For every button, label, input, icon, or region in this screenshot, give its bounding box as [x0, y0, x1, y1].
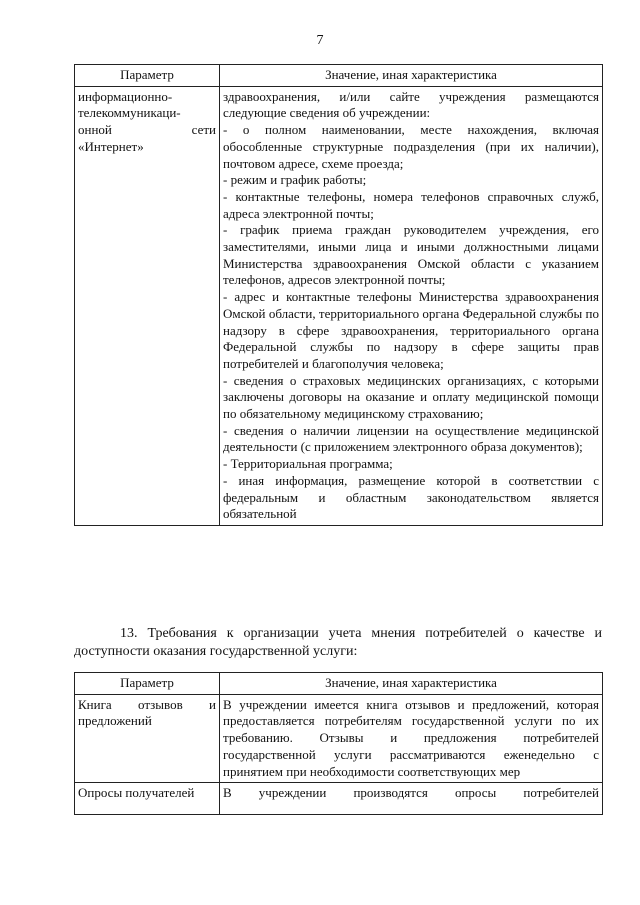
feedback-table: [74, 672, 603, 815]
param-cell: [75, 783, 220, 815]
param-line: онной сети: [78, 122, 216, 138]
value-paragraph: здравоохранения, и/или сайте учреждения размещаются следующие сведения об учреждении:: [223, 88, 599, 121]
table-header-row: [75, 673, 603, 695]
table-row: [75, 783, 603, 815]
value-paragraph: - о полном наименовании, месте нахождения, включая обособленные структурные подразделения (при их наличии), почтовом адресе, схеме проезда;: [223, 122, 599, 171]
internet-info-table: [74, 64, 603, 526]
table-row: [75, 86, 603, 525]
header-value: Значение, иная характеристика: [220, 65, 603, 87]
value-cell: В учреждении имеется книга отзывов и предложений, которая предоставляется потребителям государственной услуги по их требованию. Отзывы и предложения потребителей государственной услуги рассматриваются еженедельно с принятием при необходимости соответствующих мер: [220, 694, 603, 783]
header-param: Параметр: [75, 673, 220, 695]
value-paragraph: - сведения о наличии лицензии на осуществление медицинской деятельности (с приложением электронного образа документов);: [223, 422, 599, 455]
param-line: «Интернет»: [78, 138, 144, 154]
value-paragraph: - контактные телефоны, номера телефонов справочных служб, адреса электронной почты;: [223, 188, 599, 221]
table-header-row: [75, 65, 603, 87]
value-paragraph: - иная информация, размещение которой в соответствии с федеральным и областным законодательством является обязательной: [223, 472, 599, 522]
section-13-text: 13. Требования к организации учета мнения потребителей о качестве и доступности оказания государственной услуги:: [74, 626, 602, 659]
header-value: Значение, иная характеристика: [220, 673, 603, 695]
value-cell: [220, 783, 603, 815]
param-line: телекоммуникаци-: [78, 105, 181, 121]
param-cell: Книга отзывов и предложений: [75, 694, 220, 783]
value-paragraph: - Территориальная программа;: [223, 456, 393, 472]
value-paragraph: - сведения о страховых медицинских организациях, с которыми заключены договоры на оказание и оплату медицинской помощи по обязательному медицинскому страхованию;: [223, 372, 599, 422]
table-row: [75, 694, 603, 783]
header-param: Параметр: [75, 65, 220, 87]
param-cell: [75, 86, 220, 525]
value-paragraph: - график приема граждан руководителем учреждения, его заместителями, иными лица и иными должностными лицами Министерства здравоохранения Омской области с указанием телефонов, адресов электронной почты;: [223, 222, 599, 288]
param-line: информационно-: [78, 88, 173, 104]
page-number: 7: [316, 33, 324, 48]
value-paragraph: - режим и график работы;: [223, 172, 367, 188]
value-paragraph: - адрес и контактные телефоны Министерства здравоохранения Омской области, территориального органа Федеральной службы по надзору в сфере здравоохранения, территориального органа Федеральной службы по надзору в сфере защиты прав потребителей и благополучия человека;: [223, 289, 599, 371]
value-text: В учреждении производятся опросы потребителей: [223, 785, 599, 801]
value-cell: [220, 86, 603, 525]
param-text: Опросы получателей: [78, 785, 195, 801]
